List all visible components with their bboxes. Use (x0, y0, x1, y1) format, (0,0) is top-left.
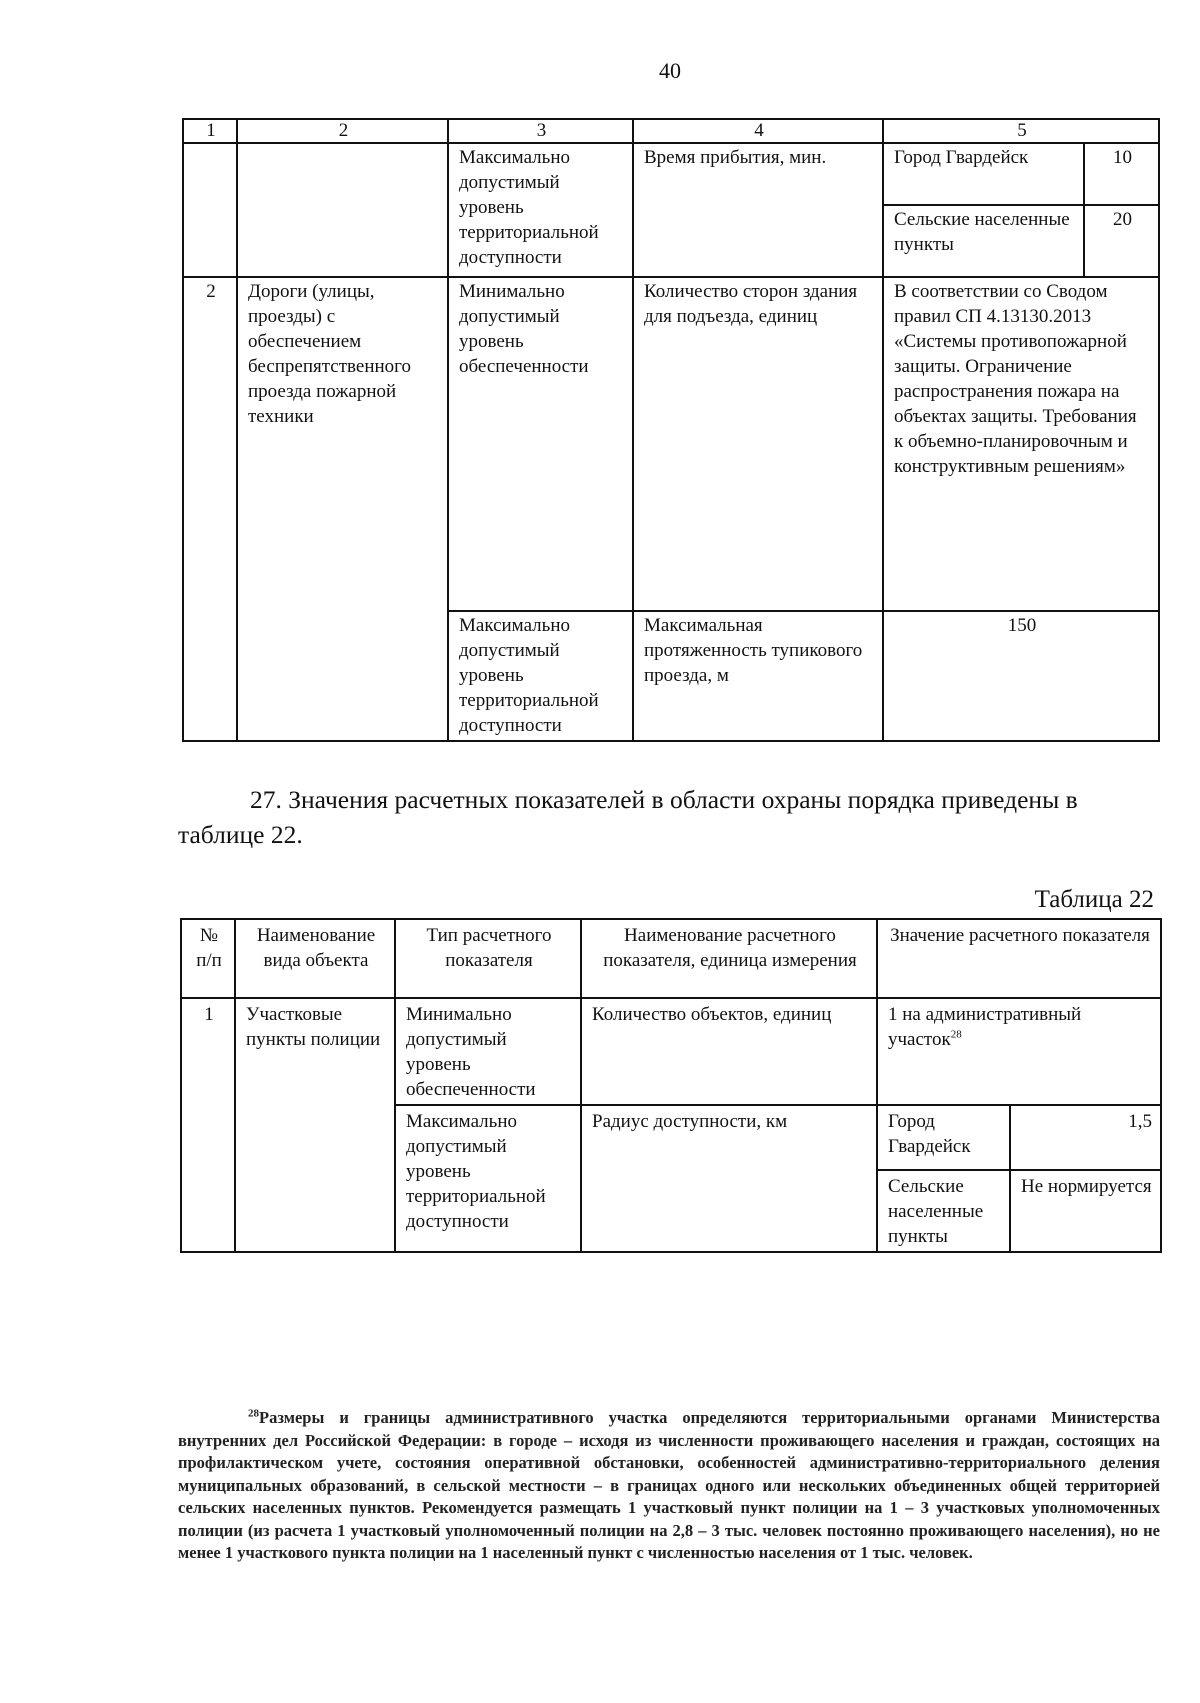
column-number-4: 4 (633, 119, 883, 143)
row-number-cell: 2 (183, 277, 237, 741)
object-cell (237, 143, 448, 277)
row-number-cell (183, 143, 237, 277)
table-22-caption: Таблица 22 (1034, 886, 1154, 913)
object-cell: Участковые пункты полиции (235, 998, 395, 1252)
footnote-28 (178, 1407, 1160, 1565)
value-text: 1 на административный участок (888, 1004, 1082, 1050)
table-row (183, 277, 1159, 611)
footnote-mark: 28 (248, 1407, 259, 1420)
indicator-name-cell: Радиус доступности, км (581, 1105, 877, 1252)
indicator-type-cell: Максимально допустимый уровень территориальной доступности (448, 611, 633, 741)
rural-value-cell: Не нормируется (1010, 1170, 1161, 1252)
column-number-3: 3 (448, 119, 633, 143)
indicator-name-cell: Количество сторон здания для подъезда, единиц (633, 277, 883, 611)
city-label-cell: Город Гвардейск (877, 1105, 1010, 1170)
column-number-2: 2 (237, 119, 448, 143)
indicator-type-cell: Минимально допустимый уровень обеспеченности (395, 998, 581, 1105)
table-row (183, 143, 1159, 205)
row-number-cell: 1 (181, 998, 235, 1252)
paragraph-text: 27. Значения расчетных показателей в области охраны порядка приведены в таблице 22. (178, 785, 1078, 849)
rural-label-cell: Сельские населенные пункты (883, 205, 1084, 277)
indicator-value-cell: В соответствии со Сводом правил СП 4.13130.2013 «Системы противопожарной защиты. Ограничение распространения пожара на объектах защиты. Требования к объемно-планировочным и конструктивным решениям» (883, 277, 1159, 611)
header-number: № п/п (181, 919, 235, 998)
object-cell: Дороги (улицы, проезды) с обеспечением беспрепятственного проезда пожарной техники (237, 277, 448, 741)
table-header-row (181, 919, 1161, 998)
table-21-continuation (182, 118, 1160, 742)
table-header-row (183, 119, 1159, 143)
paragraph-27 (178, 782, 1160, 852)
column-number-5: 5 (883, 119, 1159, 143)
indicator-type-cell: Максимально допустимый уровень территориальной доступности (448, 143, 633, 277)
footnote-reference: 28 (950, 1028, 962, 1041)
header-indicator: Наименование расчетного показателя, единица измерения (581, 919, 877, 998)
column-number-1: 1 (183, 119, 237, 143)
footnote-text: Размеры и границы административного участка определяются территориальными органами Министерства внутренних дел Российской Федерации: в городе – исходя из численности проживающего населения и граждан, состоящих на профилактическом учете, состояния оперативной обстановки, особенностей административно-территориального деления муниципальных образований, в сельской местности – в границах одного или нескольких объединенных общей территорией сельских населенных пунктов. Рекомендуется размещать 1 участковый пункт полиции на 1 – 3 участковых уполномоченных полиции (из расчета 1 участковый уполномоченный полиции на 2,8 – 3 тыс. человек постоянно проживающего населения), но не менее 1 участкового пункта полиции на 1 населенный пункт с численностью населения от 1 тыс. человек. (178, 1408, 1160, 1562)
indicator-type-cell: Минимально допустимый уровень обеспеченности (448, 277, 633, 611)
indicator-name-cell: Время прибытия, мин. (633, 143, 883, 277)
header-value: Значение расчетного показателя (877, 919, 1161, 998)
header-object: Наименование вида объекта (235, 919, 395, 998)
page-number: 40 (659, 58, 681, 83)
rural-value-cell: 20 (1084, 205, 1159, 277)
table-row (181, 998, 1161, 1105)
indicator-value-cell: 150 (883, 611, 1159, 741)
city-label-cell: Город Гвардейск (883, 143, 1084, 205)
indicator-type-cell: Максимально допустимый уровень территориальной доступности (395, 1105, 581, 1252)
header-type: Тип расчетного показателя (395, 919, 581, 998)
city-value-cell: 1,5 (1010, 1105, 1161, 1170)
indicator-name-cell: Количество объектов, единиц (581, 998, 877, 1105)
table-22 (180, 918, 1162, 1253)
indicator-name-cell: Максимальная протяженность тупикового проезда, м (633, 611, 883, 741)
rural-label-cell: Сельские населенные пункты (877, 1170, 1010, 1252)
indicator-value-cell (877, 998, 1161, 1105)
city-value-cell: 10 (1084, 143, 1159, 205)
